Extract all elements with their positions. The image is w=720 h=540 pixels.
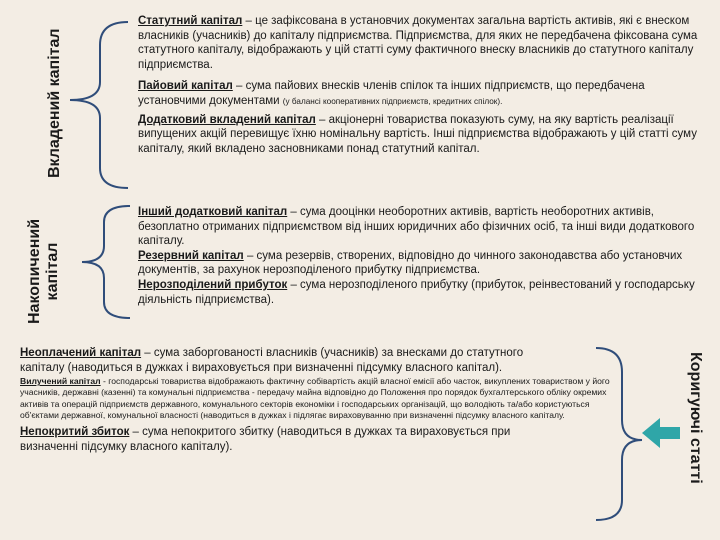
share-capital-note: (у балансі кооперативних підприємств, кредитних спілок).	[282, 96, 503, 106]
retained-earnings-text: – сума нерозподіленого прибутку (прибуток, реінвестований у господарську діяльність підприємства).	[138, 278, 695, 306]
unpaid-capital-text: – сума заборгованості власників (учасників) за внесками до статутного капіталу (наводиться в дужках і вираховується при визначенні підсумку власного капітал).	[20, 347, 524, 374]
retained-earnings-term: Нерозподілений прибуток	[138, 278, 288, 291]
additional-capital-text: – акціонерні товариства показують суму, на яку вартість реалізації випущених акцій перевищує їхню номінальну вартість. Інші підприємства відображають у цій статті суму капіталу, який вкладено засновниками понад статутний капітал.	[138, 113, 697, 155]
withdrawn-capital-term: Вилучений капітал	[20, 376, 101, 387]
withdrawn-capital-text: - господарські товариства відображають фактичну собівартість акцій власної емісії або часток, викуплених товариством у його учасників, державні (казенні) та комунальні підприємства - передачу майна відповідно до Положення про порядок бухгалтерського обліку окремих активів та операцій підприємств державного, комунального секторів економіки і господарських організацій, що володіють та/або користуються об'єктами державної, комунальної власності (наводиться в дужках і підлягає вираховуванню при визначенні підсумку власного капіталу.	[20, 376, 610, 420]
reserve-capital-text: – сума резервів, створених, відповідно до чинного законодавства або установчих документів, за рахунок нерозподіленого прибутку підприємства.	[138, 249, 683, 277]
statutory-capital-item	[138, 14, 708, 72]
other-additional-capital-text: – сума дооцінки необоротних активів, вартість необоротних активів, безоплатно отриманих підприємством від інших юридичних або фізичних осіб, та інші види додаткового капіталу.	[138, 206, 695, 248]
share-capital-item	[138, 79, 708, 109]
arrow-left-icon	[642, 418, 690, 448]
accumulated-capital-block	[138, 205, 706, 307]
share-capital-term: Пайовий капітал	[138, 80, 233, 93]
adjusting-items-block	[20, 346, 610, 454]
accumulated-capital-label-line2: капітал	[44, 242, 61, 301]
unpaid-capital-item	[20, 346, 560, 375]
reserve-capital-item	[138, 249, 706, 278]
other-additional-capital-term: Інший додатковий капітал	[138, 206, 288, 218]
withdrawn-capital-item	[20, 376, 610, 421]
invested-capital-block	[138, 14, 708, 156]
reserve-capital-term: Резервний капітал	[138, 249, 244, 262]
accumulated-capital-label	[26, 219, 62, 324]
additional-capital-item	[138, 113, 708, 157]
share-capital-text: – сума пайових внесків членів спілок та інших підприємств, що передбачена установчими документами	[138, 80, 645, 107]
other-additional-capital-item	[138, 205, 706, 249]
uncovered-loss-text: – сума непокритого збитку (наводиться в дужках та вираховується при визначенні підсумку власного капіталу).	[20, 426, 511, 453]
uncovered-loss-term: Непокритий збиток	[20, 426, 130, 438]
accumulated-capital-label-line1: Накопичений	[26, 218, 43, 324]
invested-capital-label: Вкладений капітал	[46, 28, 63, 178]
adjusting-items-label: Коригуючі статті	[687, 352, 704, 484]
accumulated-brace	[82, 206, 130, 318]
invested-brace	[70, 22, 128, 188]
retained-earnings-item	[138, 278, 706, 307]
uncovered-loss-item	[20, 425, 520, 454]
statutory-capital-term: Статутний капітал	[138, 15, 243, 27]
additional-capital-term: Додатковий вкладений капітал	[138, 113, 316, 126]
statutory-capital-text: – це зафіксована в установчих документах загальна вартість активів, які є внеском власників (учасників) до капіталу підприємства. Підприємства, для яких не передбачена фіксована сума статутного капіталу, відображають у цій статті суму фактичного внеску власників до статутного капіталу підприємства.	[138, 15, 698, 71]
unpaid-capital-term: Неоплачений капітал	[20, 347, 142, 359]
